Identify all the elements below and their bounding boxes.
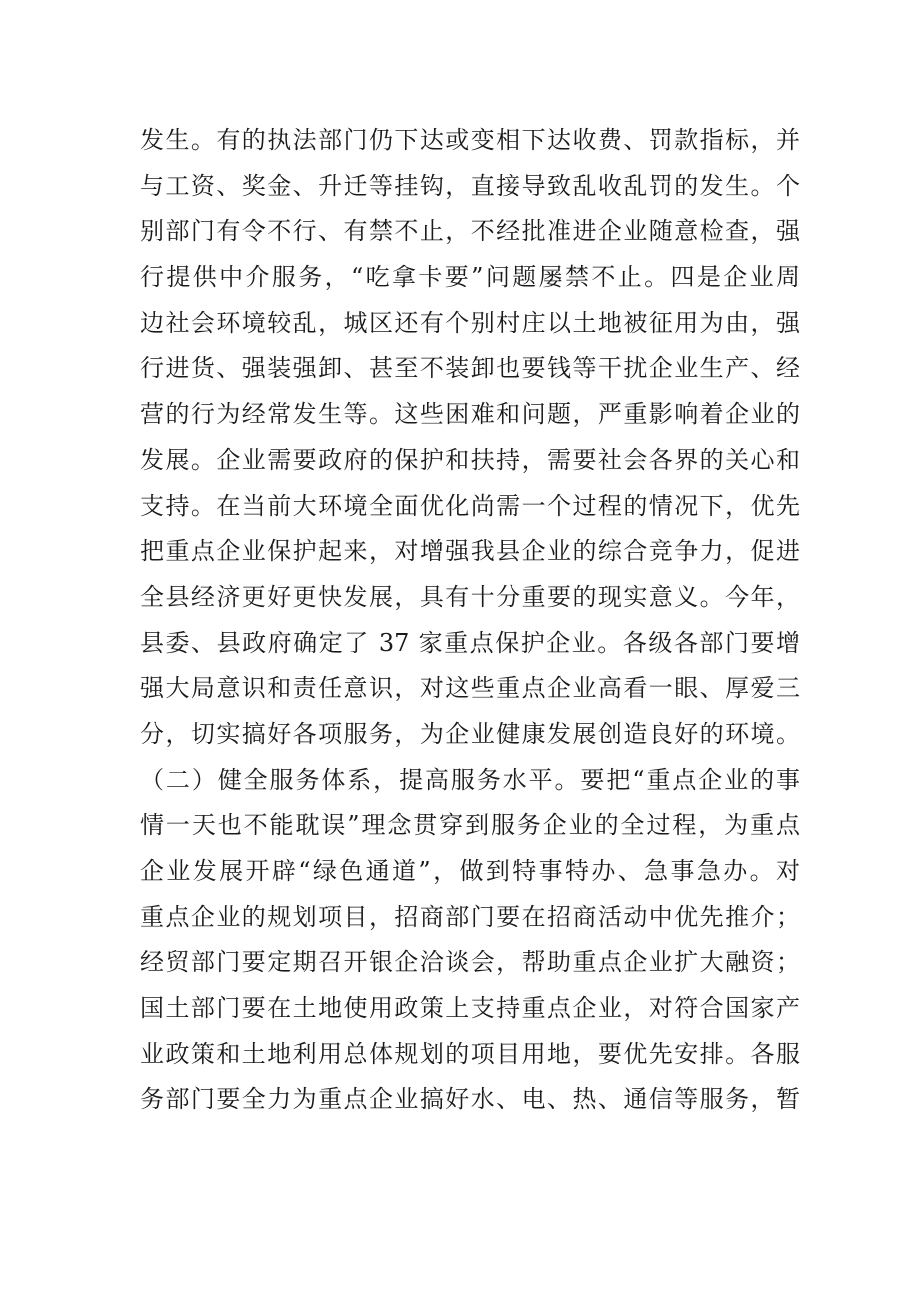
text-line: 经贸部门要定期召开银企洽谈会，帮助重点企业扩大融资； <box>140 948 800 977</box>
text-line: 别部门有令不行、有禁不止，不经批准进企业随意检查，强 <box>140 217 800 246</box>
text-line: 分，切实搞好各项服务，为企业健康发展创造良好的环境。 <box>140 719 800 748</box>
text-line: 边社会环境较乱，城区还有个别村庄以土地被征用为由，强 <box>140 308 800 337</box>
text-line: 发生。有的执法部门仍下达或变相下达收费、罚款指标，并 <box>140 126 800 154</box>
text-line: 行提供中介服务，“吃拿卡要”问题屡禁不止。四是企业周 <box>140 263 800 292</box>
text-line: 行进货、强装强卸、甚至不装卸也要钱等干扰企业生产、经 <box>140 354 800 383</box>
text-line: 县委、县政府确定了 37 家重点保护企业。各级各部门要增 <box>140 628 800 657</box>
text-line: 强大局意识和责任意识，对这些重点企业高看一眼、厚爱三 <box>140 674 800 703</box>
text-line: 情一天也不能耽误”理念贯穿到服务企业的全过程，为重点 <box>140 811 800 840</box>
text-line: 发展。企业需要政府的保护和扶持，需要社会各界的关心和 <box>140 445 800 474</box>
text-line: 企业发展开辟“绿色通道”，做到特事特办、急事急办。对 <box>140 857 800 885</box>
text-line: 业政策和土地利用总体规划的项目用地，要优先安排。各服 <box>140 1039 800 1068</box>
text-line: 支持。在当前大环境全面优化尚需一个过程的情况下，优先 <box>140 491 800 520</box>
text-line: （二）健全服务体系，提高服务水平。要把“重点企业的事 <box>140 765 800 794</box>
text-line: 全县经济更好更快发展，具有十分重要的现实意义。今年， <box>140 582 800 611</box>
body-text <box>140 118 800 1123</box>
text-line: 务部门要全力为重点企业搞好水、电、热、通信等服务，暂 <box>140 1085 800 1114</box>
text-line: 营的行为经常发生等。这些困难和问题，严重影响着企业的 <box>140 400 800 429</box>
text-line: 与工资、奖金、升迁等挂钩，直接导致乱收乱罚的发生。个 <box>140 171 800 200</box>
text-line: 重点企业的规划项目，招商部门要在招商活动中优先推介； <box>140 902 800 931</box>
text-line: 国土部门要在土地使用政策上支持重点企业，对符合国家产 <box>140 994 800 1023</box>
text-line: 把重点企业保护起来，对增强我县企业的综合竞争力，促进 <box>140 537 800 566</box>
